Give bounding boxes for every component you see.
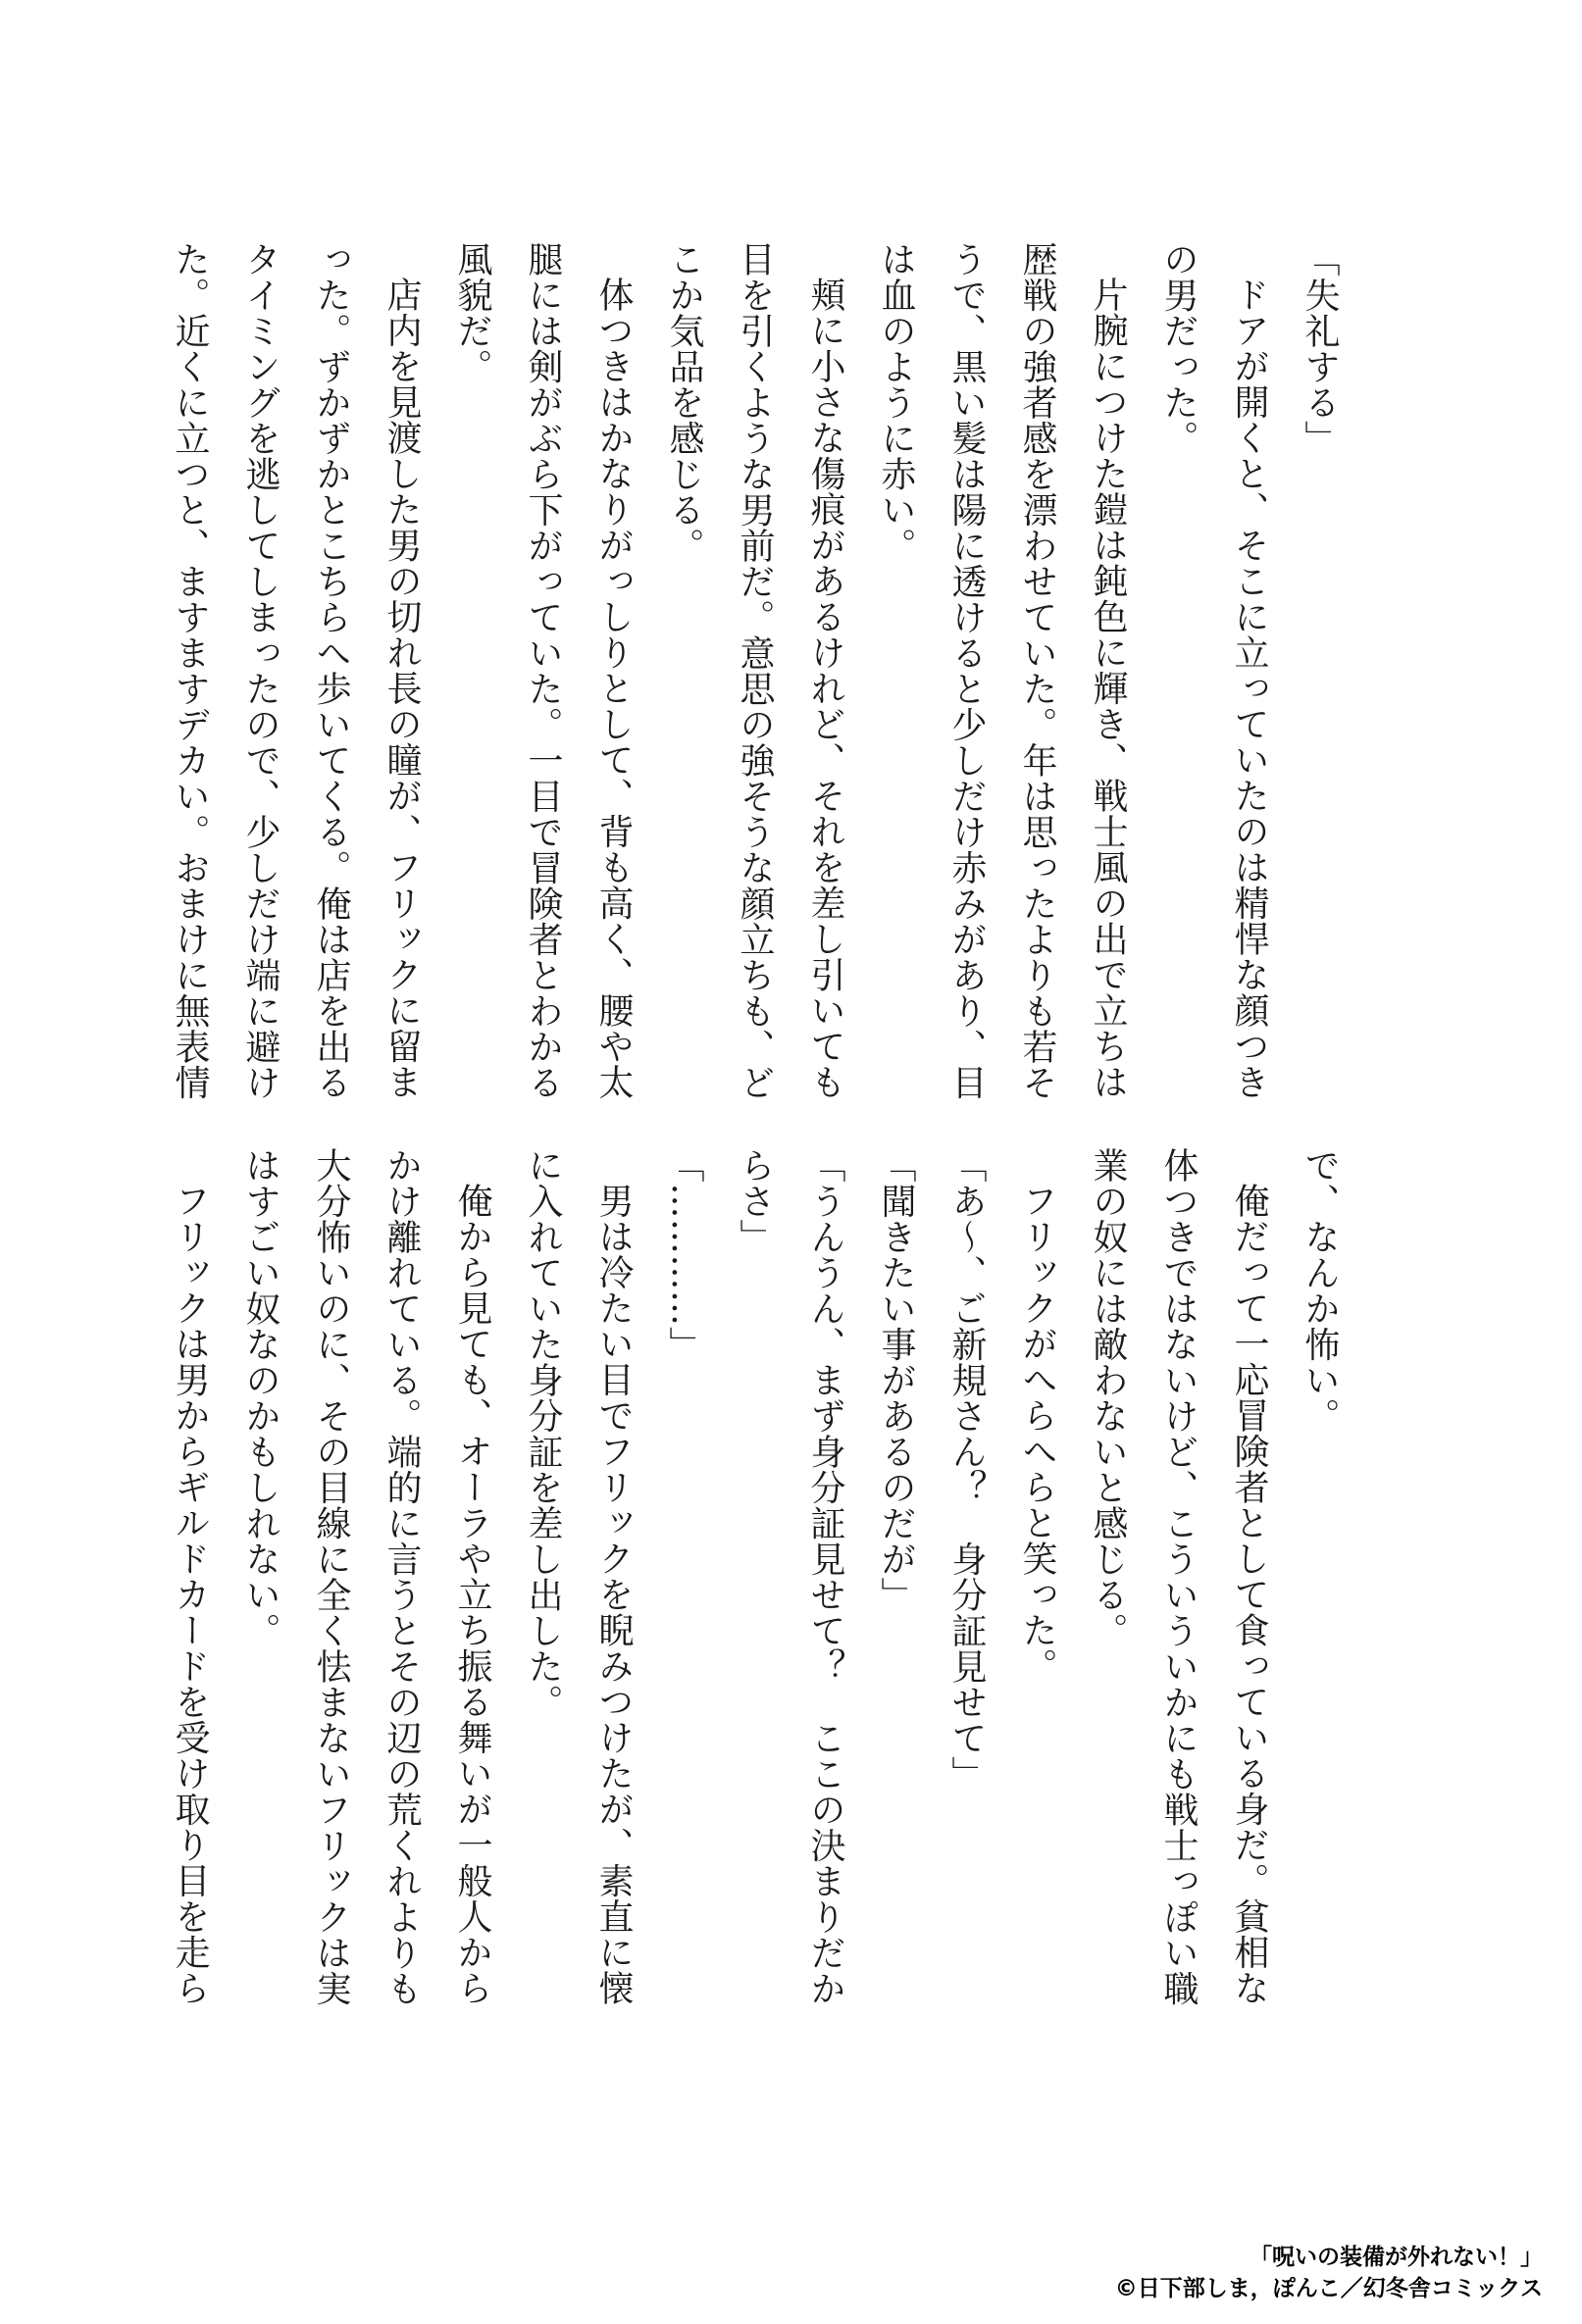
paragraph: 男は冷たい目でフリックを睨みつけたが、素直に懐に入れていた身分証を差し出した。 [523,1147,634,2006]
copyright-notice: ©日下部しま，ぽんこ／幻冬舎コミックス [1114,2275,1543,2301]
upper-text-block [154,241,1354,1104]
dialogue-line: 「…………」 [664,1147,704,1362]
dialogue-line: 「聞きたい事があるのだが」 [876,1147,916,1613]
paragraph: フリックがへらへらと笑った。 [1017,1183,1057,1684]
credits [1115,2242,1543,2304]
paragraph: ドアが開くと、そこに立っていたのは精悍な顔つきの男だった。 [1158,241,1269,1100]
paragraph: 店内を見渡した男の切れ長の瞳が、フリックに留まった。ずかずかとこちらへ歩いてくる。俺は店を出るタイミングを逃してしまったので、少しだけ端に避けた。近くに立つと、ますますデカい。おまけに無表情 [170,241,422,1100]
dialogue-line: 「あ〜、ご新規さん？ 身分証見せて」 [946,1147,987,1792]
paragraph: 「失礼する」 [1300,241,1340,456]
lower-text-block [154,1147,1354,2010]
paragraph: フリックは男からギルドカードを受け取り目を走ら [170,1183,210,2006]
paragraph: 頬に小さな傷痕があるけれど、それを差し引いても目を引くような男前だ。意思の強そうな顔立ちも、どこか気品を感じる。 [664,241,845,1100]
paragraph: 片腕につけた鎧は鈍色に輝き、戦士風の出で立ちは歴戦の強者感を漂わせていた。年は思ったよりも若そうで、黒い髪は陽に透けると少しだけ赤みがあり、目は血のように赤い。 [876,241,1128,1100]
paragraph: 体つきはかなりがっしりとして、背も高く、腰や太腿には剣がぶら下がっていた。一目で冒険者とわかる風貌だ。 [452,241,634,1100]
paragraph: 俺から見ても、オーラや立ち振る舞いが一般人からかけ離れている。端的に言うとその辺の荒くれよりも大分怖いのに、その目線に全く怯まないフリックは実はすごい奴なのかもしれない。 [240,1147,492,2006]
book-title: 「呪いの装備が外れない！」 [1250,2244,1543,2270]
paragraph: 俺だって一応冒険者として食っている身だ。貧相な体つきではないけど、こういういかにも戦士っぽい職業の奴には敵わないと感じる。 [1088,1147,1269,2006]
dialogue-line: 「うんうん、まず身分証見せて？ ここの決まりだからさ」 [735,1147,845,2006]
paragraph: で、なんか怖い。 [1300,1147,1340,1434]
